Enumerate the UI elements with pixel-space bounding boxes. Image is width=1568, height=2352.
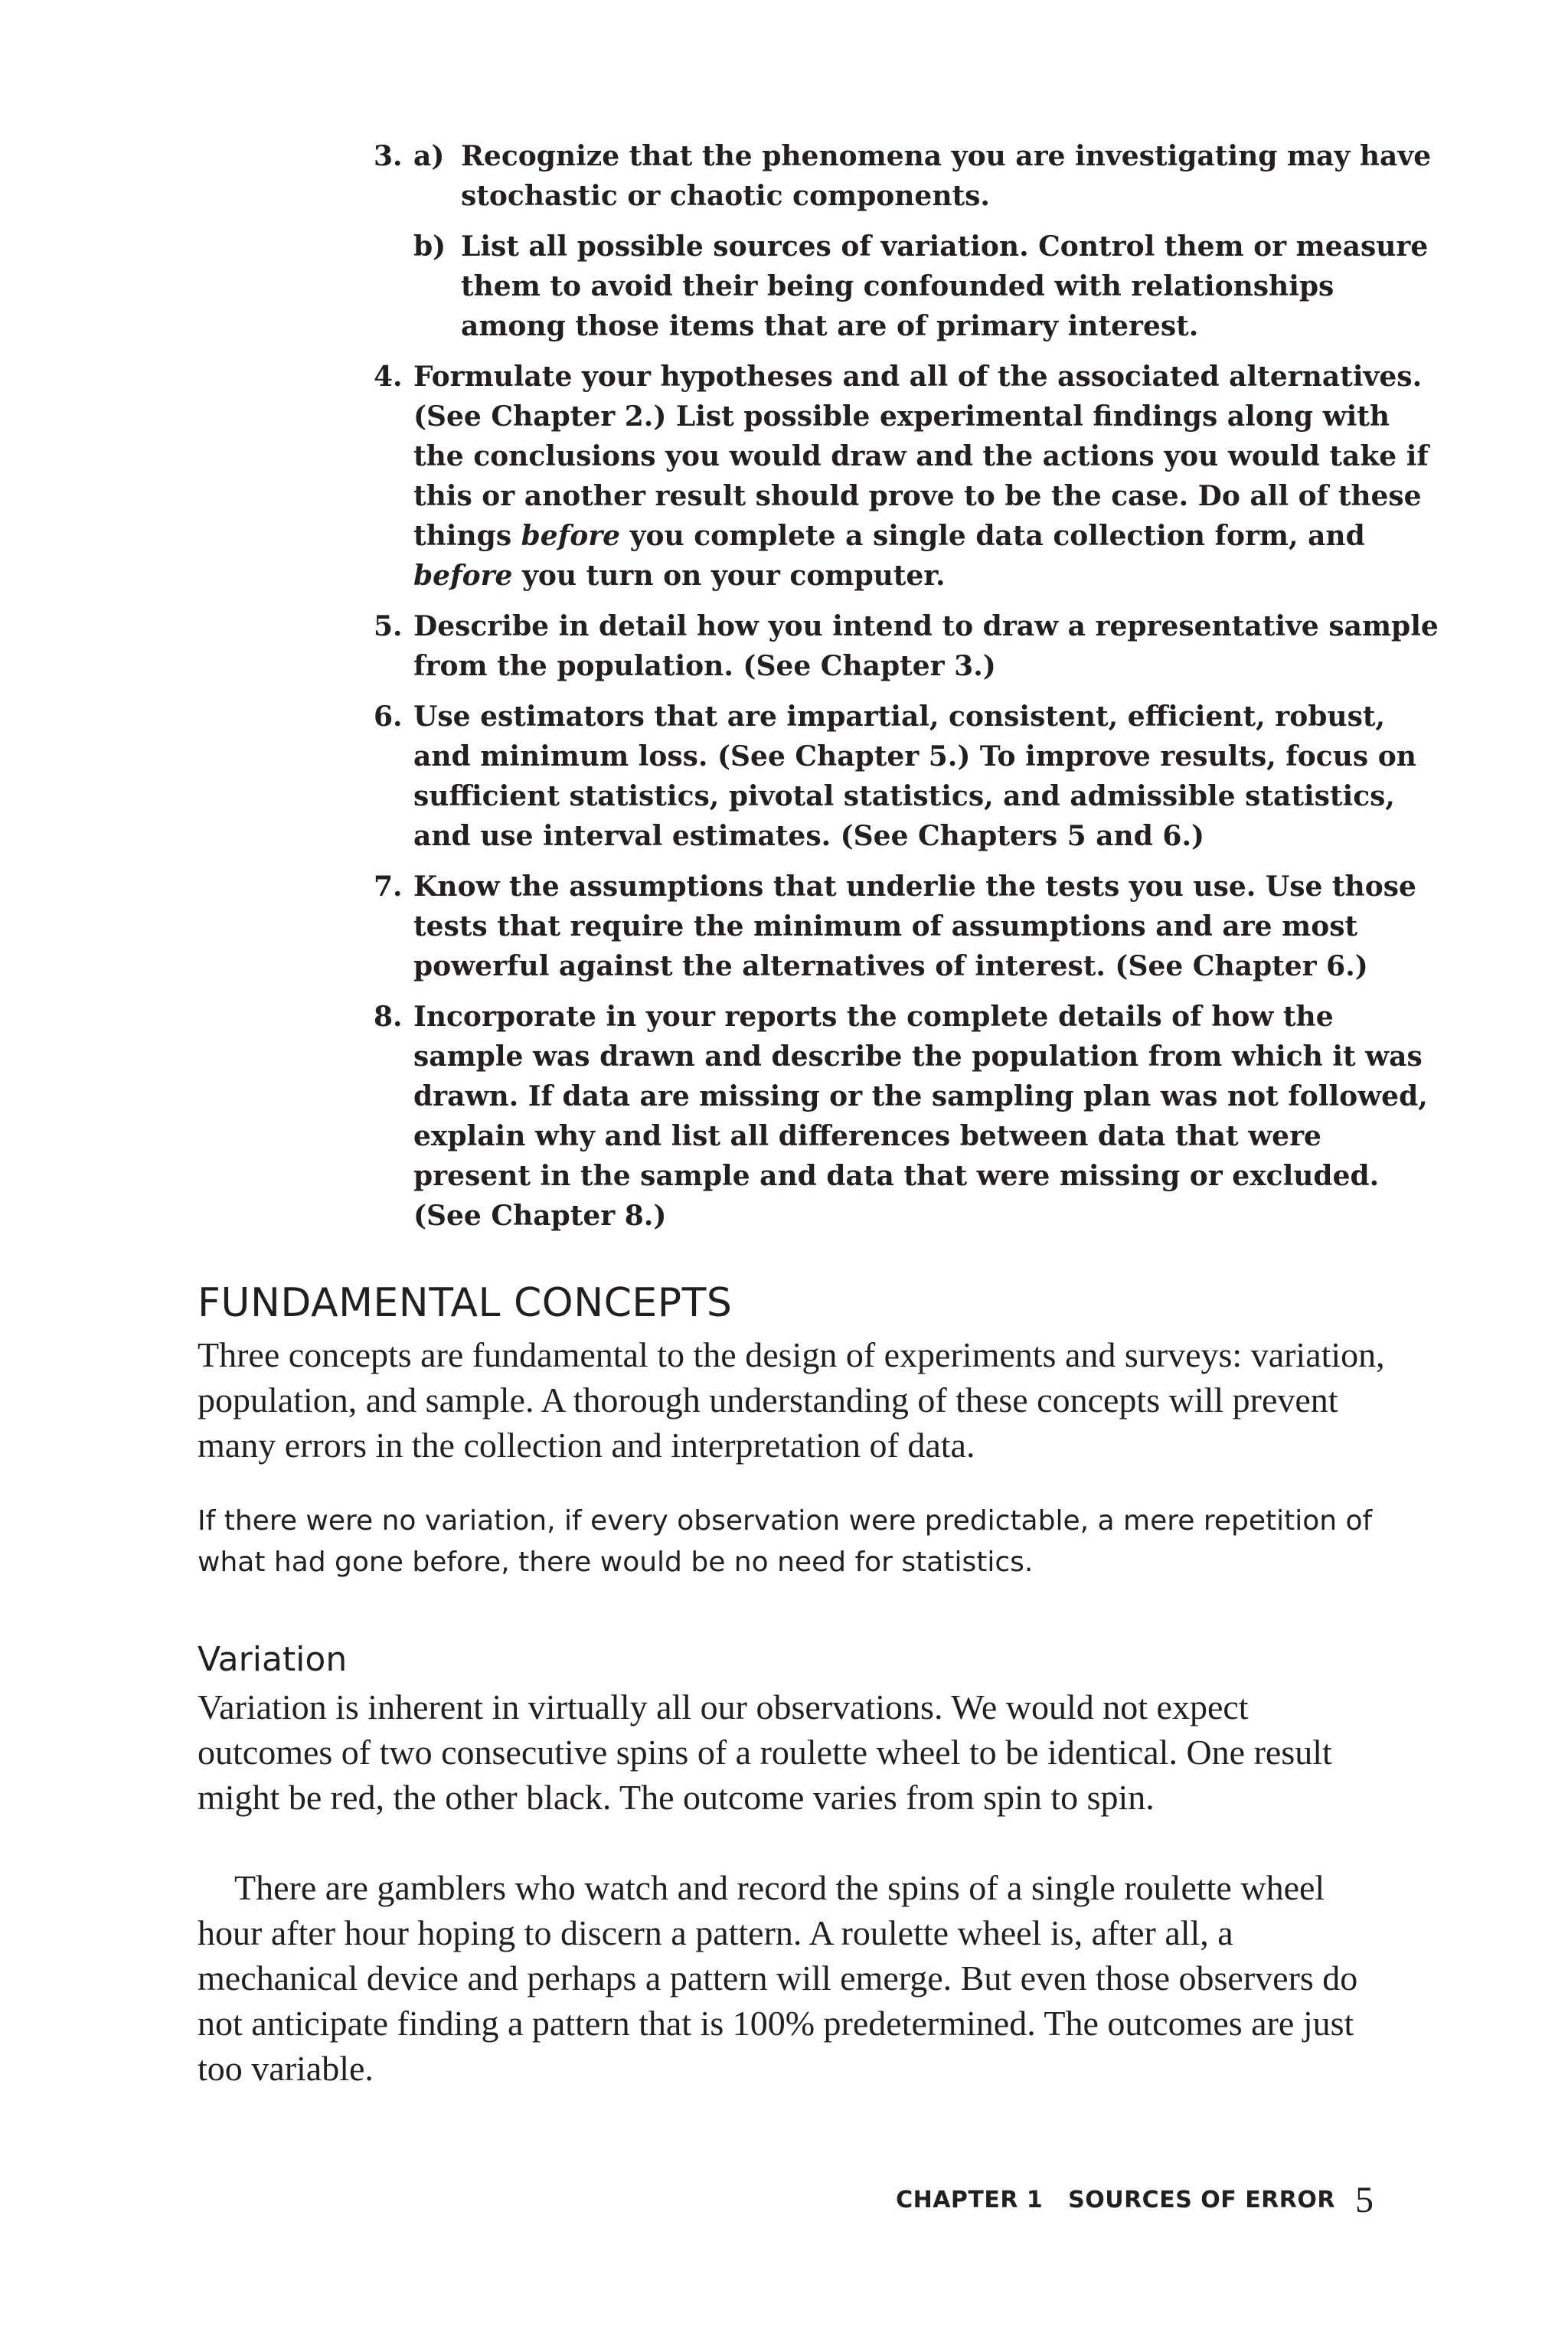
- list-item-6: [360, 697, 1447, 856]
- running-head: CHAPTER 1 SOURCES OF ERROR: [896, 2187, 1335, 2213]
- list-item-4: [360, 357, 1447, 596]
- text-part: Formulate your hypotheses and all of the associated alternatives. (See Chapter 2.) List possible experimental findings along with the conclusions you would draw and the actions you would take if this or another result should prove to be the case. Do all of these things: [413, 361, 1429, 552]
- list-number: 7.: [374, 871, 403, 903]
- list-number: 4.: [374, 361, 403, 393]
- list-number: 5.: [374, 610, 403, 642]
- text-part: you complete a single data collection form, and: [620, 520, 1365, 552]
- sub-item-b: [413, 227, 1447, 346]
- list-item-7: [360, 867, 1447, 986]
- list-item-3: [360, 136, 1447, 216]
- checklist: [360, 136, 1447, 1246]
- callout-quote: If there were no variation, if every observation were predictable, a mere repetition of what had gone before, there would be no need for statistics.: [198, 1505, 1373, 1578]
- list-number: 8.: [374, 1001, 403, 1033]
- subsection-paragraph-2: There are gamblers who watch and record the spins of a single roulette wheel hour after hour hoping to discern a pattern. A roulette wheel is, after all, a mechanical device and perhaps a pattern will emerge. But even those observers do not anticipate finding a pattern that is 100% predetermined. The outcomes are just too variable.: [198, 1868, 1358, 2088]
- list-item-5: [360, 606, 1447, 686]
- sub-item-text: Recognize that the phenomena you are investigating may have stochastic or chaotic components.: [461, 140, 1432, 212]
- list-item-text: Incorporate in your reports the complete details of how the sample was drawn and describe the population from which it was drawn. If data are missing or the sampling plan was not followed, explain why and list all differences between data that were present in the sample and data that were missing or excluded. (See Chapter 8.): [413, 1001, 1428, 1232]
- sub-item-text: List all possible sources of variation. Control them or measure them to avoid their being confounded with relationships among those items that are of primary interest.: [461, 230, 1429, 342]
- sub-letter: a): [413, 140, 445, 172]
- page-number: 5: [1355, 2180, 1374, 2220]
- section-paragraph: Three concepts are fundamental to the design of experiments and surveys: variation, population, and sample. A thorough understanding of these concepts will prevent many errors in the collection and interpretation of data.: [198, 1335, 1385, 1465]
- subsection-paragraph-1: Variation is inherent in virtually all our observations. We would not expect outcomes of two consecutive spins of a roulette wheel to be identical. One result might be red, the other black. The outcome varies from spin to spin.: [198, 1687, 1332, 1817]
- sub-letter: b): [413, 230, 446, 263]
- text-part: you turn on your computer.: [512, 560, 946, 592]
- list-item-8: [360, 997, 1447, 1236]
- emphasis-before: before: [413, 560, 513, 592]
- section-heading: FUNDAMENTAL CONCEPTS: [198, 1280, 733, 1326]
- list-item-text: [413, 361, 1429, 592]
- list-number: 6.: [374, 701, 403, 733]
- subsection-heading: Variation: [198, 1640, 348, 1679]
- page-footer: [896, 2179, 1374, 2221]
- emphasis-before: before: [521, 520, 621, 552]
- list-item-text: Use estimators that are impartial, consistent, efficient, robust, and minimum loss. (See Chapter 5.) To improve results, focus on sufficient statistics, pivotal statistics, and admissible statistics, and use interval estimates. (See Chapters 5 and 6.): [413, 701, 1416, 852]
- list-item-text: Describe in detail how you intend to draw a representative sample from the population. (See Chapter 3.): [413, 610, 1439, 682]
- list-number: 3.: [374, 140, 403, 172]
- sub-item-a: [413, 136, 1447, 216]
- list-item-text: Know the assumptions that underlie the tests you use. Use those tests that require the minimum of assumptions and are most powerful against the alternatives of interest. (See Chapter 6.): [413, 871, 1416, 982]
